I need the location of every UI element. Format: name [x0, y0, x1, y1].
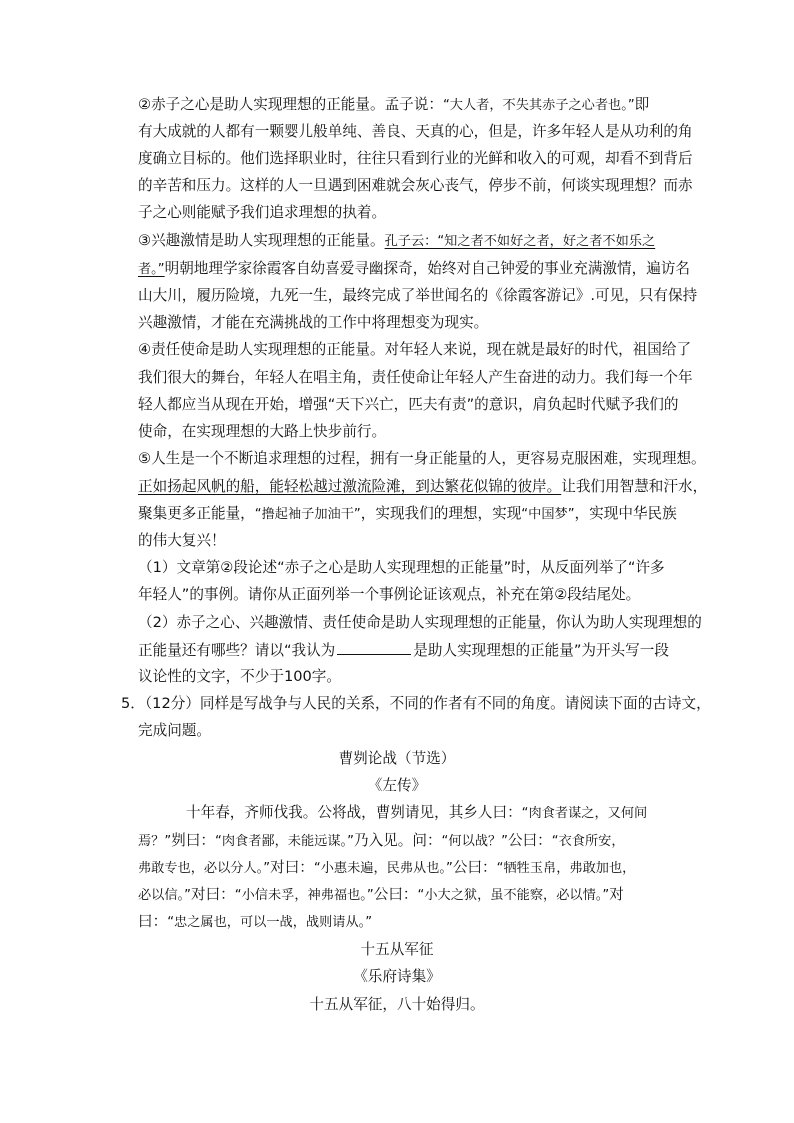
text1-text: 对曰： — [270, 859, 314, 876]
text1-text: 十年春，齐师伐我。公将战，曹刿请见，其乡人曰： — [186, 804, 522, 821]
text1-quote: “肉食者谋之，又何间 — [521, 806, 648, 821]
para4-line1: ④责任使命是助人实现理想的正能量。对年轻人来说，现在就是最好的时代，祖国给了 — [138, 341, 692, 358]
question-2-line1: （2）赤子之心、兴趣激情、责任使命是助人实现理想的正能量，你认为助人实现理想的 — [138, 614, 702, 631]
text1-quote: “何以战？” — [441, 834, 508, 849]
slogan-quote: “撸起袖子加油干” — [254, 507, 361, 522]
question-1-line1: （1）文章第②段论述“赤子之心是助人实现理想的正能量”时，从反面列举了“许多 — [138, 559, 665, 576]
question-2-line2 — [138, 640, 669, 661]
text1-line1 — [186, 803, 647, 824]
para4-line4: 使命，在实现理想的大路上快步前行。 — [138, 423, 387, 440]
question-5-line1: 5．（12分）同样是写战争与人民的关系，不同的作者有不同的角度。请阅读下面的古诗文， — [121, 695, 711, 712]
text2-title: 十五从军征 — [360, 941, 434, 958]
underlined-sentence: 正如扬起风帆的船，能轻松越过激流险滩，到达繁花似锦的彼岸。 — [138, 478, 562, 495]
confucius-quote: 孔子云：“知之者不如好之者，好之者不如乐之 — [384, 234, 656, 249]
text1-title: 曹刿论战（节选） — [338, 750, 456, 767]
question-2-line3: 议论性的文字，不少于100字。 — [138, 668, 341, 685]
text1-quote: “肉食者鄙，未能远谋。” — [215, 834, 354, 849]
para5-text: 聚集更多正能量， — [138, 505, 255, 522]
text1-text: 公曰： — [452, 859, 497, 876]
para3-text: 明朝地理学家徐霞客自幼喜爱寻幽探奇，始终对自己钟爱的事业充满激情，遍访名 — [164, 260, 690, 277]
question-5-line2: 完成问题。 — [138, 722, 211, 739]
para3-line4: 兴趣激情，才能在充满挑战的工作中将理想变为现实。 — [138, 314, 489, 331]
text1-text: 对曰： — [190, 886, 235, 903]
para2-text: 即 — [634, 96, 650, 113]
text1-line5 — [138, 912, 372, 933]
para3-text: ③兴趣激情是助人实现理想的正能量。 — [138, 232, 385, 249]
question-1-line2: 年轻人”的事例。请你从正面列举一个事例论证该观点，补充在第②段结尾处。 — [138, 586, 641, 603]
text1-line2 — [138, 831, 625, 852]
para3-line2 — [138, 259, 690, 280]
para2-line2: 有大成就的人都有一颗婴儿般单纯、善良、天真的心，但是，许多年轻人是从功利的角 — [138, 123, 693, 140]
mencius-quote: “大人者，不失其赤子之心者也。” — [442, 98, 635, 113]
para5-line3 — [138, 504, 677, 525]
text1-quote: “小惠未遍，民弗从也。” — [313, 861, 453, 876]
text1-line4 — [138, 885, 624, 906]
para4-line3: 轻人都应当从现在开始，增强“天下兴亡，匹夫有责”的意识，肩负起时代赋予我们的 — [138, 396, 679, 413]
text1-quote: 必以信。” — [138, 888, 191, 903]
para2-line1 — [138, 95, 649, 116]
para2-line5: 子之心则能赋予我们追求理想的执着。 — [138, 204, 387, 221]
para5-line4: 的伟大复兴！ — [138, 532, 226, 549]
text1-text: 公曰： — [373, 886, 418, 903]
text1-text: 曰： — [138, 913, 168, 930]
para2-line3: 度确立目标的。他们选择职业时，往往只看到行业的光鲜和收入的可观，却看不到背后 — [138, 150, 693, 167]
text1-text: 刿曰： — [171, 832, 216, 849]
question-2-text: 是助人实现理想的正能量”为开头写一段 — [413, 642, 669, 659]
para3-line3: 山大川，履历险境，九死一生，最终完成了举世闻名的《徐霞客游记》.可见，只有保持 — [138, 287, 698, 304]
para3-line1 — [138, 231, 655, 252]
text1-quote: “忠之属也，可以一战，战则请从。” — [167, 915, 373, 930]
para5-text: ，实现中华民族 — [574, 505, 677, 522]
text1-quote: “牺牲玉帛，弗敢加也， — [496, 861, 636, 876]
para5-line2 — [138, 477, 707, 497]
text1-quote: “小大之狱，虽不能察，必以情。” — [417, 888, 610, 903]
text2-line1: 十五从军征，八十始得归。 — [309, 996, 485, 1013]
para2-line4: 的辛苦和压力。这样的人一旦遇到困难就会灰心丧气，停步不前，何谈实现理想？而赤 — [138, 177, 693, 194]
text1-text: 公曰： — [507, 832, 552, 849]
text1-text: 乃入见。问： — [353, 832, 442, 849]
text1-quote: 弗敢专也，必以分人。” — [138, 861, 271, 876]
para5-line1: ⑤人生是一个不断追求理想的过程，拥有一身正能量的人，更容易克服困难，实现理想。 — [138, 450, 706, 467]
confucius-quote-end: 者。” — [138, 262, 165, 277]
text1-line3 — [138, 858, 635, 879]
para4-line2: 我们很大的舞台，年轻人在唱主角，责任使命让年轻人产生奋进的动力。我们每一个年 — [138, 369, 693, 386]
text1-quote: 焉？” — [138, 834, 172, 849]
text1-text: 对 — [609, 886, 624, 903]
question-2-text: 正能量还有哪些？请以“我认为 — [138, 642, 336, 659]
text1-source: 《左传》 — [367, 777, 427, 794]
text1-quote: “小信未孚，神弗福也。” — [234, 888, 374, 903]
text1-quote: “衣食所安， — [551, 834, 625, 849]
china-dream-quote: “中国梦” — [521, 507, 575, 522]
text2-source: 《乐府诗集》 — [353, 968, 441, 985]
answer-blank[interactable] — [337, 640, 411, 655]
para5-text: 让我们用智慧和汗水， — [561, 478, 708, 495]
para5-text: ，实现我们的理想，实现 — [360, 505, 522, 522]
para2-text: ②赤子之心是助人实现理想的正能量。孟子说： — [138, 96, 443, 113]
